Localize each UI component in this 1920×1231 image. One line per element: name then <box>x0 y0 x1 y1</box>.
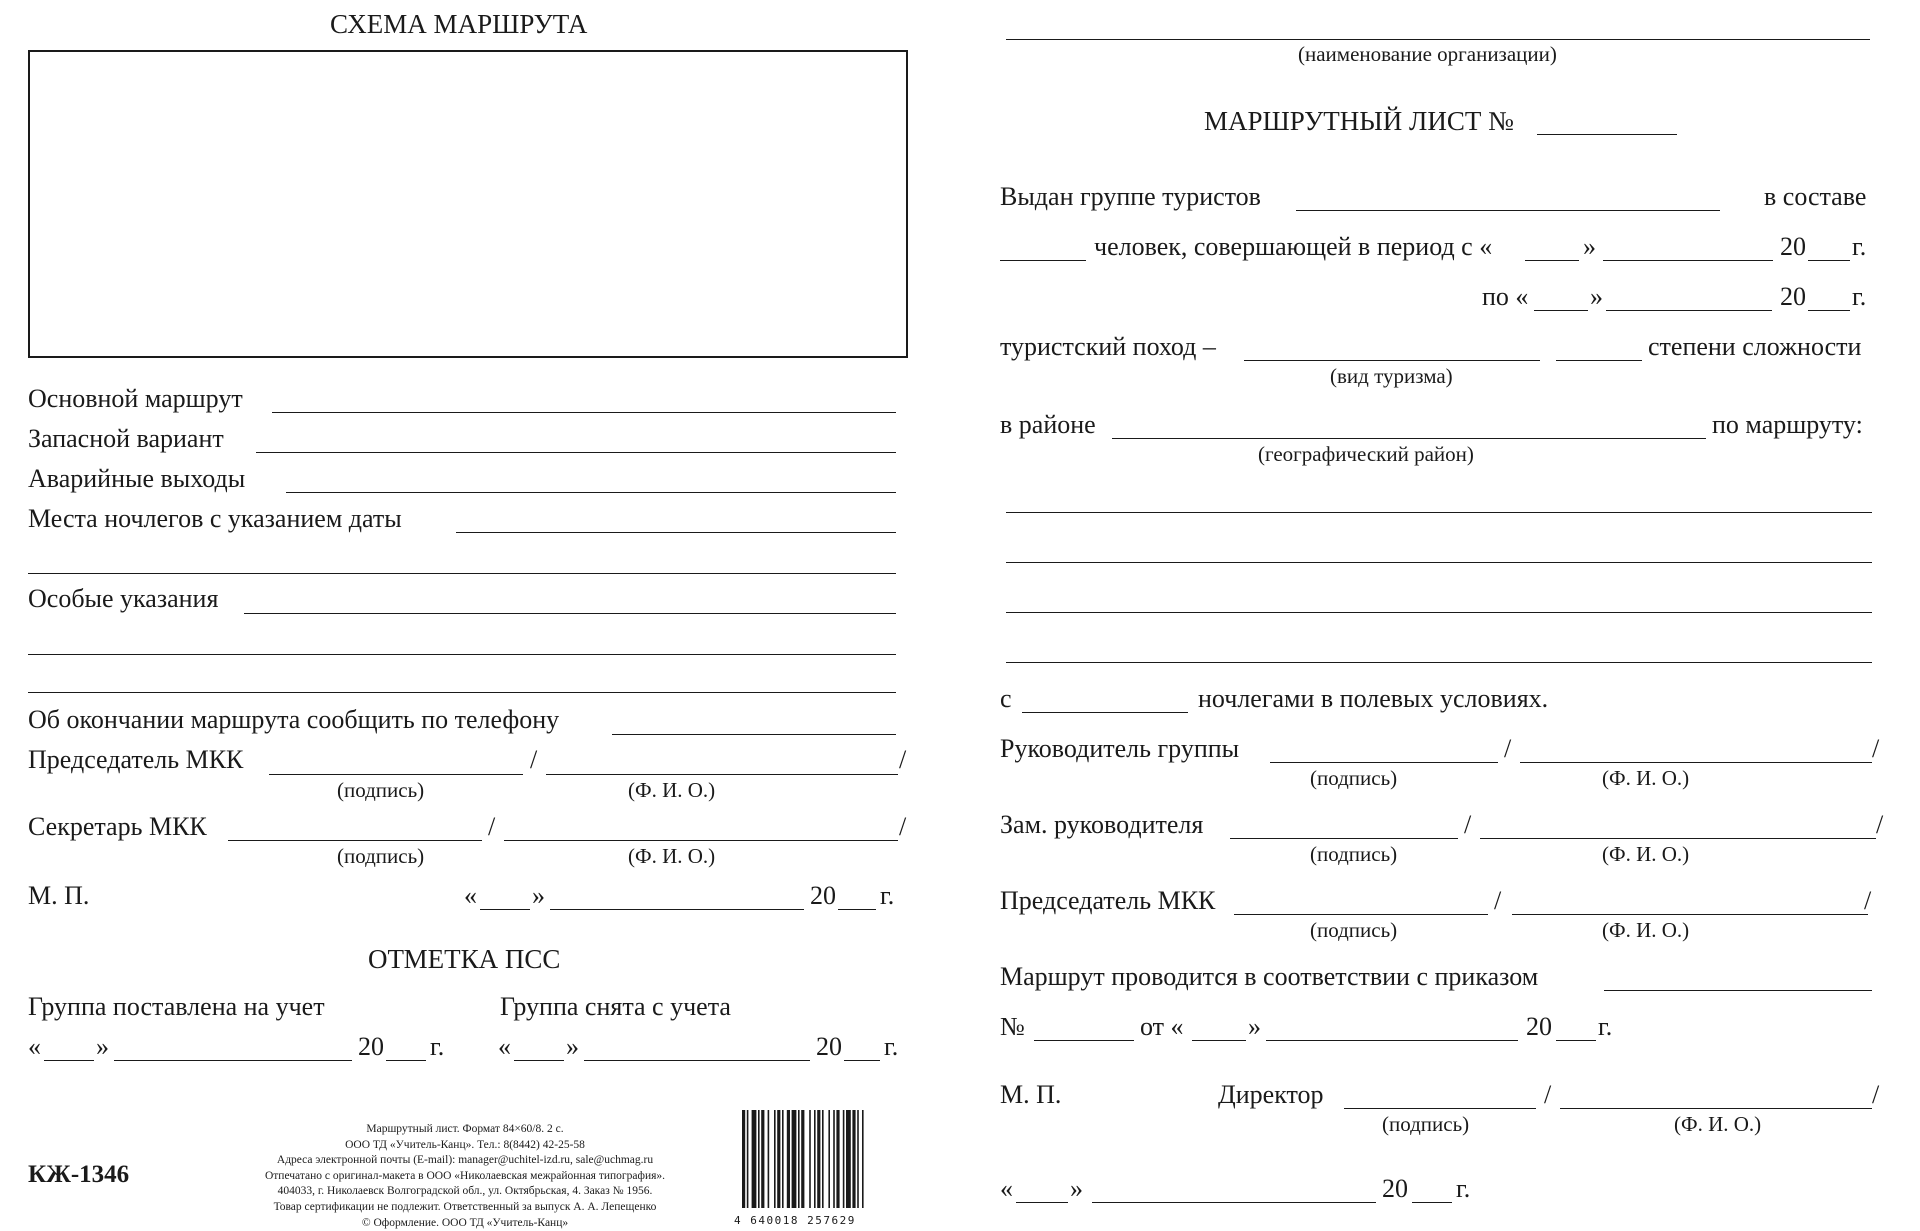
route-description-field-2[interactable] <box>1006 562 1872 563</box>
overnight-places-field[interactable] <box>456 532 896 533</box>
chairman-fio-field[interactable] <box>546 774 898 775</box>
order-number-field[interactable] <box>1034 1040 1134 1041</box>
registered-month-field[interactable] <box>114 1060 352 1061</box>
fio-caption: (Ф. И. О.) <box>1602 766 1690 790</box>
emergency-exits-field[interactable] <box>286 492 896 493</box>
year-suffix: г. <box>1456 1174 1471 1203</box>
order-label: Маршрут проводится в соответствии с приказом <box>1000 962 1539 991</box>
date-close-quote: » <box>96 1032 109 1061</box>
field-nights-label: ночлегами в полевых условиях. <box>1198 684 1549 713</box>
start-day-field[interactable] <box>1525 260 1579 261</box>
imprint-block <box>230 1122 700 1231</box>
slash: / <box>488 812 496 841</box>
chairman-fio-field[interactable] <box>1512 914 1868 915</box>
by-route-label: по маршруту: <box>1712 410 1863 439</box>
scheme-title: СХЕМА МАРШРУТА <box>330 9 588 39</box>
slash: / <box>1876 810 1884 839</box>
date-close-quote: » <box>532 881 545 910</box>
people-count-field[interactable] <box>1000 260 1086 261</box>
signature-caption: (подпись) <box>1310 766 1398 790</box>
group-registered-label: Группа поставлена на учет <box>28 992 325 1021</box>
imprint-line: Маршрутный лист. Формат 84×60/8. 2 с. <box>366 1123 564 1135</box>
date-day-field[interactable] <box>480 909 530 910</box>
route-description-field-3[interactable] <box>1006 612 1872 613</box>
from-date-label: от « <box>1140 1012 1184 1041</box>
group-leader-label: Руководитель группы <box>1000 734 1240 763</box>
number-sign: № <box>1000 1012 1025 1041</box>
region-field[interactable] <box>1112 438 1706 439</box>
date-close-quote: » <box>1583 232 1596 261</box>
year-prefix: 20 <box>1780 232 1806 261</box>
route-description-field[interactable] <box>1006 512 1872 513</box>
signature-caption: (подпись) <box>337 844 425 868</box>
overnight-places-field-2[interactable] <box>28 573 896 574</box>
overnight-places-label: Места ночлегов с указанием даты <box>28 504 402 533</box>
tourism-type-field[interactable] <box>1244 360 1540 361</box>
removed-year-field[interactable] <box>844 1060 880 1061</box>
slash: / <box>1544 1080 1552 1109</box>
final-month-field[interactable] <box>1092 1202 1376 1203</box>
year-prefix: 20 <box>810 881 836 910</box>
deputy-signature-field[interactable] <box>1230 838 1458 839</box>
emergency-exits-label: Аварийные выходы <box>28 464 246 493</box>
sheet-title: МАРШРУТНЫЙ ЛИСТ № <box>1204 106 1514 136</box>
signature-caption: (подпись) <box>1310 842 1398 866</box>
slash: / <box>1464 810 1472 839</box>
secretary-label: Секретарь МКК <box>28 812 207 841</box>
fio-caption: (Ф. И. О.) <box>1602 918 1690 942</box>
final-year-field[interactable] <box>1412 1202 1452 1203</box>
year-suffix: г. <box>1598 1012 1613 1041</box>
difficulty-field[interactable] <box>1556 360 1642 361</box>
signature-caption: (подпись) <box>337 778 425 802</box>
difficulty-label: степени сложности <box>1648 332 1862 361</box>
year-suffix: г. <box>1852 282 1867 311</box>
stamp-label: М. П. <box>1000 1080 1062 1109</box>
order-year-field[interactable] <box>1556 1040 1596 1041</box>
barcode-icon <box>740 1110 910 1208</box>
stamp-label: М. П. <box>28 881 90 910</box>
slash: / <box>1504 734 1512 763</box>
leader-signature-field[interactable] <box>1270 762 1498 763</box>
date-year-field[interactable] <box>838 909 876 910</box>
consisting-of-label: в составе <box>1764 182 1867 211</box>
leader-fio-field[interactable] <box>1520 762 1872 763</box>
end-month-field[interactable] <box>1606 310 1772 311</box>
special-notes-field-3[interactable] <box>28 692 896 693</box>
date-open-quote: « <box>464 881 477 910</box>
special-notes-field[interactable] <box>244 613 896 614</box>
secretary-fio-field[interactable] <box>504 840 898 841</box>
deputy-leader-label: Зам. руководителя <box>1000 810 1204 839</box>
slash: / <box>899 812 907 841</box>
fio-caption: (Ф. И. О.) <box>1674 1112 1762 1136</box>
year-prefix: 20 <box>1526 1012 1552 1041</box>
order-field[interactable] <box>1604 990 1872 991</box>
route-scheme-box[interactable] <box>28 50 908 358</box>
slash: / <box>1494 886 1502 915</box>
deputy-fio-field[interactable] <box>1480 838 1876 839</box>
date-close-quote: » <box>1070 1174 1083 1203</box>
year-prefix: 20 <box>1780 282 1806 311</box>
removed-day-field[interactable] <box>514 1060 564 1061</box>
chairman-label: Председатель МКК <box>28 745 244 774</box>
year-suffix: г. <box>1852 232 1867 261</box>
sheet-number-field[interactable] <box>1537 134 1677 135</box>
imprint-line: Отпечатано с оригинал-макета в ООО «Николаевская межрайонная типография». <box>264 1169 666 1182</box>
date-open-quote: « <box>498 1032 511 1061</box>
date-close-quote: » <box>1590 282 1603 311</box>
imprint-line: © Оформление. ООО ТД «Учитель-Канц» <box>361 1216 569 1229</box>
end-day-field[interactable] <box>1534 310 1588 311</box>
imprint-line: 404033, г. Николаевск Волгоградской обл., ул. Октябрьская, 4. Заказ № 1956. <box>277 1185 653 1198</box>
year-prefix: 20 <box>358 1032 384 1061</box>
tourist-group-field[interactable] <box>1296 210 1720 211</box>
fio-caption: (Ф. И. О.) <box>628 844 716 868</box>
special-notes-label: Особые указания <box>28 584 219 613</box>
registered-year-field[interactable] <box>386 1060 426 1061</box>
hike-label: туристский поход – <box>1000 332 1216 361</box>
special-notes-field-2[interactable] <box>28 654 896 655</box>
with-label: с <box>1000 684 1012 713</box>
date-close-quote: » <box>1248 1012 1261 1041</box>
year-suffix: г. <box>880 881 895 910</box>
barcode-digits: 4 640018 257629 <box>734 1214 856 1227</box>
fio-caption: (Ф. И. О.) <box>1602 842 1690 866</box>
date-open-quote: « <box>1000 1174 1013 1203</box>
director-fio-field[interactable] <box>1560 1108 1872 1109</box>
main-route-label: Основной маршрут <box>28 384 243 413</box>
date-close-quote: » <box>566 1032 579 1061</box>
chairman-label: Председатель МКК <box>1000 886 1216 915</box>
fio-caption: (Ф. И. О.) <box>628 778 716 802</box>
start-month-field[interactable] <box>1603 260 1773 261</box>
director-label: Директор <box>1218 1080 1324 1109</box>
signature-caption: (подпись) <box>1382 1112 1470 1136</box>
date-open-quote: « <box>28 1032 41 1061</box>
year-suffix: г. <box>884 1032 899 1061</box>
imprint-line: Адреса электронной почты (E-mail): manager@uchitel-izd.ru, sale@uchmag.ru <box>276 1154 654 1167</box>
product-code: КЖ-1346 <box>28 1161 130 1188</box>
report-phone-label: Об окончании маршрута сообщить по телефону <box>28 705 560 734</box>
nights-count-field[interactable] <box>1022 712 1188 713</box>
order-month-field[interactable] <box>1266 1040 1518 1041</box>
imprint-line: ООО ТД «Учитель-Канц». Тел.: 8(8442) 42-25-58 <box>345 1138 585 1151</box>
slash: / <box>530 745 538 774</box>
route-description-field-4[interactable] <box>1006 662 1872 663</box>
tourism-type-caption: (вид туризма) <box>1330 364 1453 388</box>
order-day-field[interactable] <box>1192 1040 1246 1041</box>
main-route-field[interactable] <box>272 412 896 413</box>
end-year-field[interactable] <box>1808 310 1850 311</box>
slash: / <box>1864 886 1872 915</box>
date-month-field[interactable] <box>550 909 804 910</box>
chairman-signature-field[interactable] <box>1234 914 1488 915</box>
slash: / <box>1872 1080 1880 1109</box>
start-year-field[interactable] <box>1808 260 1850 261</box>
issued-to-label: Выдан группе туристов <box>1000 182 1261 211</box>
secretary-signature-field[interactable] <box>228 840 482 841</box>
reserve-route-label: Запасной вариант <box>28 424 224 453</box>
region-caption: (географический район) <box>1258 442 1474 466</box>
year-prefix: 20 <box>816 1032 842 1061</box>
year-prefix: 20 <box>1382 1174 1408 1203</box>
final-day-field[interactable] <box>1016 1202 1068 1203</box>
year-suffix: г. <box>430 1032 445 1061</box>
report-phone-field[interactable] <box>612 734 896 735</box>
director-signature-field[interactable] <box>1344 1108 1536 1109</box>
slash: / <box>899 745 907 774</box>
registered-day-field[interactable] <box>44 1060 94 1061</box>
until-label: по « <box>1482 282 1529 311</box>
removed-month-field[interactable] <box>584 1060 810 1061</box>
imprint-line: Товар сертификации не подлежит. Ответственный за выпуск А. А. Лепещенко <box>273 1200 657 1213</box>
in-region-label: в районе <box>1000 410 1096 439</box>
group-removed-label: Группа снята с учета <box>500 992 731 1021</box>
slash: / <box>1872 734 1880 763</box>
organization-caption: (наименование организации) <box>1298 42 1557 66</box>
pss-title: ОТМЕТКА ПСС <box>368 944 561 974</box>
reserve-route-field[interactable] <box>256 452 896 453</box>
signature-caption: (подпись) <box>1310 918 1398 942</box>
people-period-label: человек, совершающей в период с « <box>1094 232 1493 261</box>
organization-name-field[interactable] <box>1006 39 1870 40</box>
chairman-signature-field[interactable] <box>269 774 523 775</box>
